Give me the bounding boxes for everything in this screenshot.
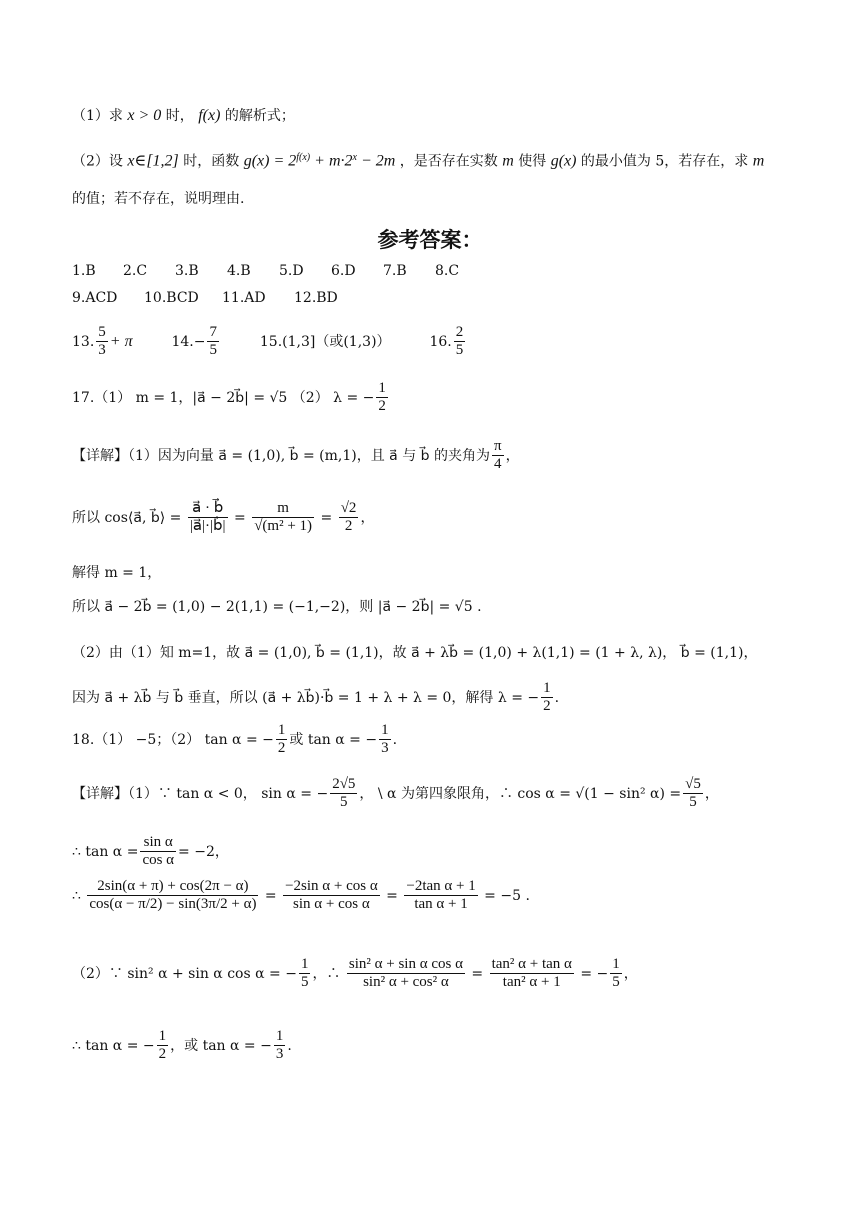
p18-detail-4 bbox=[72, 956, 638, 992]
p18-e5-mid: ，或 tan α = − bbox=[170, 1037, 272, 1054]
p18-detail-1 bbox=[72, 776, 719, 812]
mc-row1 bbox=[72, 264, 459, 278]
fill-answers bbox=[72, 324, 467, 360]
numerator: 1 bbox=[610, 956, 622, 974]
fraction bbox=[404, 878, 477, 914]
p17-head bbox=[72, 380, 390, 416]
denominator: 5 bbox=[300, 974, 309, 991]
p17-detail-4 bbox=[72, 600, 482, 614]
p18-e2-text: ∴ tan α = bbox=[72, 843, 139, 860]
denominator: tan² α + 1 bbox=[502, 974, 561, 991]
equals: = − bbox=[580, 965, 609, 982]
mc-answer: 3.B bbox=[175, 263, 199, 279]
denominator: 5 bbox=[340, 794, 348, 811]
p18-e4-mid: ，∴ bbox=[312, 965, 341, 982]
answer-13-tail: + π bbox=[109, 332, 133, 350]
equals: = bbox=[386, 887, 398, 904]
q1-prefix: （1）求 bbox=[72, 108, 123, 124]
numerator: √2 bbox=[339, 500, 359, 518]
numerator: 1 bbox=[274, 1028, 286, 1046]
p17-detail-2 bbox=[72, 500, 374, 536]
q1-condition: x > 0 bbox=[127, 107, 162, 124]
equals: = bbox=[264, 887, 277, 904]
equals: = bbox=[234, 509, 246, 526]
mc-row2 bbox=[72, 291, 338, 305]
numerator: 2 bbox=[454, 324, 466, 342]
denominator: 2 bbox=[158, 1046, 167, 1063]
question-part1 bbox=[72, 108, 295, 124]
p18-e5-text: ∴ tan α = − bbox=[72, 1037, 155, 1054]
p17-detail-6 bbox=[72, 680, 559, 716]
p17-d1-tail: ， bbox=[505, 447, 520, 464]
fraction bbox=[188, 500, 228, 536]
q2-var-m2: m bbox=[752, 152, 765, 170]
numerator: m bbox=[252, 500, 314, 518]
p17-detail-3 bbox=[72, 566, 161, 580]
fraction bbox=[376, 380, 388, 416]
fraction bbox=[96, 324, 108, 360]
denominator: 2 bbox=[543, 698, 551, 715]
q2-text2: 使得 bbox=[518, 153, 547, 170]
question-part2-line2 bbox=[72, 192, 244, 206]
numerator: 1 bbox=[276, 722, 288, 740]
mc-answer: 10.BCD bbox=[144, 290, 199, 306]
q2-g: g(x) bbox=[550, 152, 577, 170]
p17-d4-text: 所以 a⃗ − 2b⃗ = (1,0) − 2(1,1) = (−1,−2)，则 |a⃗ − 2b⃗| = √5 . bbox=[72, 599, 482, 615]
denominator: 4 bbox=[494, 456, 502, 473]
fraction bbox=[252, 500, 314, 536]
p17-d5-text: （2）由（1）知 m=1，故 a⃗ = (1,0), b⃗ = (1,1)，故 a⃗ + λb⃗ = (1,0) + λ(1,1) = (1 + λ, λ)， b⃗ = (1,1)， bbox=[72, 645, 758, 661]
denominator: 2 bbox=[277, 740, 286, 757]
answer-16-label: 16. bbox=[429, 333, 452, 350]
p17-d6-tail: . bbox=[554, 689, 560, 706]
fraction bbox=[140, 834, 176, 870]
denominator: cos α bbox=[142, 852, 175, 869]
denominator: 3 bbox=[381, 740, 389, 757]
p18-e1-mid: ， \ α 为第四象限角，∴ cos α = √(1 − sin² α) = bbox=[359, 785, 682, 802]
fraction bbox=[347, 956, 465, 992]
p18-e5-tail: . bbox=[287, 1037, 292, 1054]
p17-d2-text: 所以 cos⟨a⃗, b⃗⟩ = bbox=[72, 509, 182, 526]
denominator: tan α + 1 bbox=[414, 896, 468, 913]
fraction bbox=[157, 1028, 169, 1064]
p17-d3-text: 解得 m = 1， bbox=[72, 565, 162, 581]
denominator: 5 bbox=[209, 342, 217, 359]
denominator: 2 bbox=[344, 518, 353, 535]
q2-mid: 时，函数 bbox=[183, 153, 240, 170]
numerator: sin α bbox=[140, 834, 176, 852]
answer-13-label: 13. bbox=[72, 333, 95, 350]
p17-d6-text: 因为 a⃗ + λb⃗ 与 b⃗ 垂直，所以 (a⃗ + λb⃗)·b⃗ = 1 + λ + λ = 0，解得 λ = − bbox=[72, 689, 540, 706]
equals: = bbox=[471, 965, 484, 982]
q2-line2: 的值；若不存在，说明理由. bbox=[72, 191, 245, 207]
fraction bbox=[283, 878, 380, 914]
denominator: cos(α − π/2) − sin(3π/2 + α) bbox=[89, 896, 257, 913]
numerator: 1 bbox=[541, 680, 553, 698]
denominator: 3 bbox=[275, 1046, 284, 1063]
numerator: sin² α + sin α cos α bbox=[347, 956, 465, 974]
fraction bbox=[454, 324, 466, 360]
mc-answer: 12.BD bbox=[294, 290, 338, 306]
fraction bbox=[683, 776, 703, 812]
fraction bbox=[207, 324, 219, 360]
numerator: 2sin(α + π) + cos(2π − α) bbox=[87, 878, 258, 896]
mc-answer: 2.C bbox=[123, 263, 148, 279]
numerator: −2tan α + 1 bbox=[404, 878, 477, 896]
denominator: 5 bbox=[689, 794, 697, 811]
p18-detail-5 bbox=[72, 1028, 292, 1064]
denominator: sin² α + cos² α bbox=[363, 974, 449, 991]
p18-head bbox=[72, 722, 397, 758]
numerator: 1 bbox=[376, 380, 388, 398]
q2-expr2: + m·2 bbox=[310, 152, 353, 170]
q2-prefix: （2）设 bbox=[72, 153, 123, 170]
fraction bbox=[276, 722, 288, 758]
mc-answer: 5.D bbox=[279, 263, 304, 279]
p18-e1-text: 【详解】（1）∵ tan α < 0， sin α = − bbox=[72, 785, 329, 802]
mc-answer: 8.C bbox=[435, 263, 460, 279]
q2-var-m: m bbox=[502, 152, 514, 170]
mc-answer: 6.D bbox=[331, 263, 356, 279]
mc-answer: 1.B bbox=[72, 263, 96, 279]
denominator: 3 bbox=[98, 342, 106, 359]
p18-e4-tail: ， bbox=[623, 965, 638, 982]
numerator: a⃗ · b⃗ bbox=[188, 500, 228, 518]
q1-function: f(x) bbox=[198, 107, 221, 124]
numerator: tan² α + tan α bbox=[490, 956, 574, 974]
p17-d2-tail: ， bbox=[360, 509, 375, 526]
numerator: 2√5 bbox=[330, 776, 357, 794]
denominator: 5 bbox=[612, 974, 620, 991]
fraction bbox=[330, 776, 357, 812]
p18-detail-2 bbox=[72, 834, 229, 870]
denominator: |a⃗|·|b⃗| bbox=[189, 518, 226, 535]
mc-answer: 11.AD bbox=[222, 290, 266, 306]
numerator: √5 bbox=[683, 776, 703, 794]
answers-title: 参考答案： bbox=[377, 228, 483, 252]
denominator: 2 bbox=[378, 398, 386, 415]
numerator: −2sin α + cos α bbox=[283, 878, 380, 896]
q2-condition: x∈[1,2] bbox=[127, 152, 179, 170]
p18-head-mid: 或 tan α = − bbox=[289, 731, 378, 748]
numerator: 1 bbox=[299, 956, 311, 974]
q2-exponent2: x bbox=[352, 152, 357, 163]
fraction bbox=[274, 1028, 286, 1064]
fraction bbox=[541, 680, 553, 716]
p17-detail-1 bbox=[72, 438, 520, 474]
q2-expr3: − 2m bbox=[356, 152, 396, 170]
fraction bbox=[492, 438, 504, 474]
p18-e2-tail: = −2， bbox=[178, 843, 229, 860]
p17-head-text: 17.（1） m = 1，|a⃗ − 2b⃗| = √5 （2） λ = − bbox=[72, 389, 375, 406]
answer-15: 15.(1,3]（或(1,3)） bbox=[259, 333, 391, 350]
fraction bbox=[379, 722, 391, 758]
numerator: 1 bbox=[157, 1028, 169, 1046]
p17-d1-text: 【详解】（1）因为向量 a⃗ = (1,0), b⃗ = (m,1)，且 a⃗ 与 b⃗ 的夹角为 bbox=[72, 447, 490, 464]
numerator: 5 bbox=[96, 324, 108, 342]
p18-head-text: 18.（1） −5；（2） tan α = − bbox=[72, 731, 274, 748]
fraction bbox=[610, 956, 622, 992]
numerator: π bbox=[492, 438, 504, 456]
denominator: 5 bbox=[455, 342, 464, 359]
p18-head-tail: . bbox=[392, 731, 398, 748]
p18-detail-3 bbox=[72, 878, 530, 914]
q1-suffix: 的解析式； bbox=[224, 108, 295, 124]
mc-answer: 9.ACD bbox=[72, 290, 118, 306]
p18-e3-text: ∴ bbox=[72, 887, 81, 904]
fraction bbox=[339, 500, 359, 536]
q2-exponent: f(x) bbox=[296, 152, 311, 163]
p17-detail-5 bbox=[72, 646, 757, 660]
numerator: 7 bbox=[207, 324, 219, 342]
p18-e4-text: （2）∵ sin² α + sin α cos α = − bbox=[72, 965, 297, 982]
denominator: √(m² + 1) bbox=[254, 518, 313, 535]
equals: = bbox=[320, 509, 333, 526]
q1-mid: 时， bbox=[165, 108, 194, 124]
q2-text3: 的最小值为 5，若存在，求 bbox=[580, 153, 749, 170]
fraction bbox=[490, 956, 574, 992]
numerator: 1 bbox=[379, 722, 391, 740]
fraction bbox=[299, 956, 311, 992]
p18-e1-tail: ， bbox=[704, 785, 719, 802]
fraction bbox=[87, 878, 258, 914]
q2-expr: g(x) = 2 bbox=[243, 152, 297, 170]
question-part2 bbox=[72, 153, 764, 170]
answer-14-label: 14.− bbox=[171, 333, 206, 350]
denominator: sin α + cos α bbox=[293, 896, 370, 913]
mc-answer: 7.B bbox=[383, 263, 407, 279]
p18-e3-tail: = −5 . bbox=[484, 887, 530, 904]
mc-answer: 4.B bbox=[227, 263, 251, 279]
q2-text: ，是否存在实数 bbox=[399, 153, 498, 170]
